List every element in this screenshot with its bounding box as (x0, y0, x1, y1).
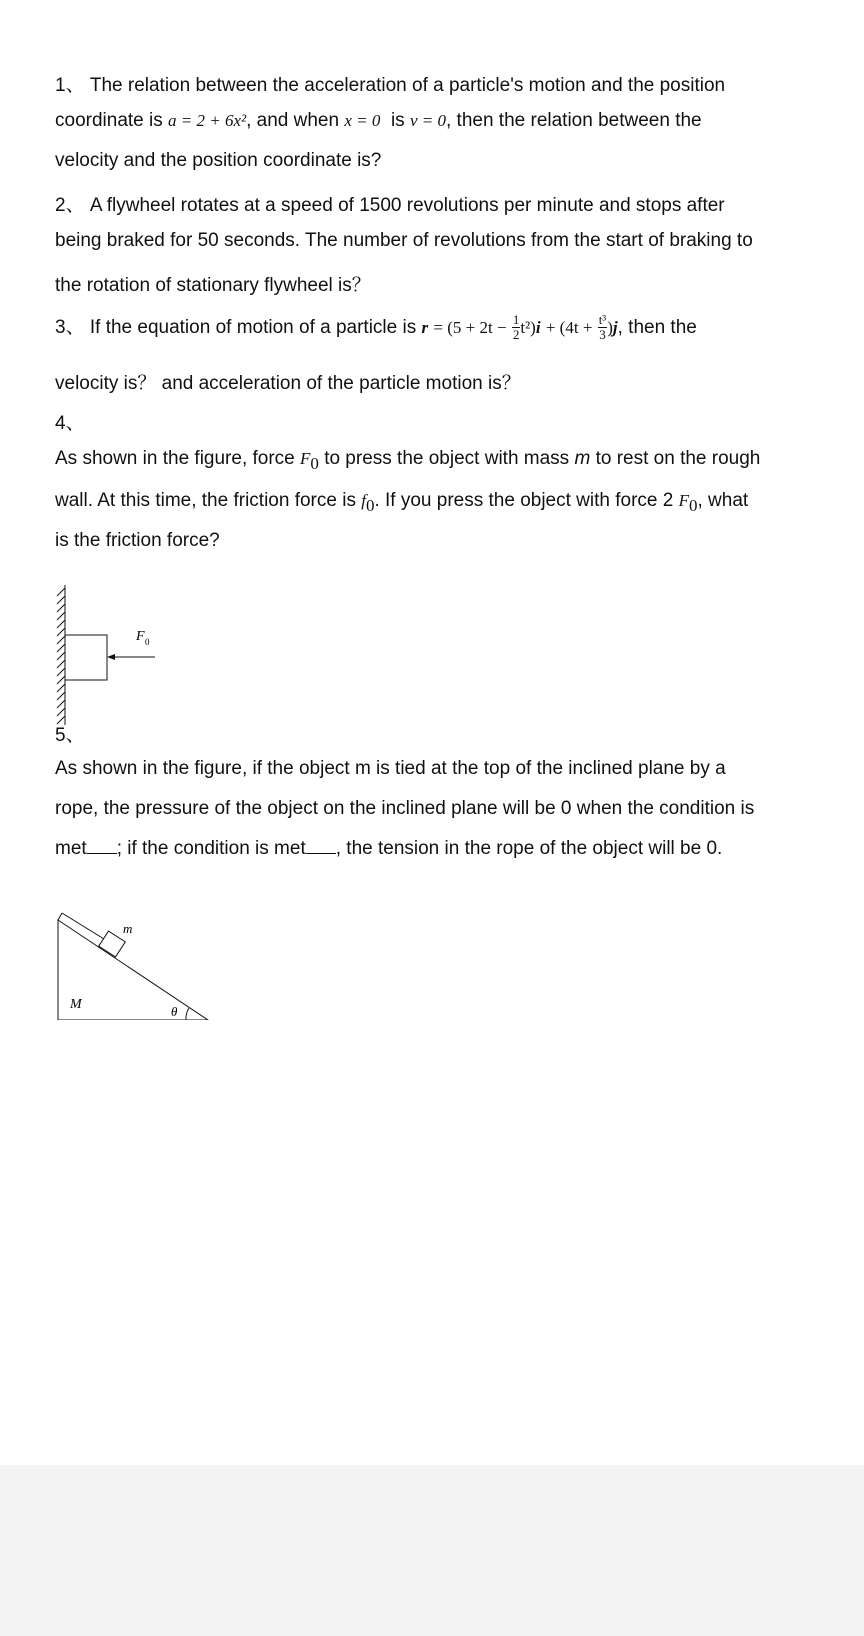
q2-line-3: the rotation of stationary flywheel is？ (55, 275, 371, 296)
force-label: F (136, 629, 145, 644)
rough-wall (57, 585, 65, 725)
q1-line-2: coordinate is a = 2 + 6x², and when x = 0 is v = 0, then the relation between the (55, 110, 702, 131)
force-label-sub: 0 (145, 637, 150, 647)
q5-line-1: As shown in the figure, if the object m is tied at the top of the inclined plane by a (55, 758, 726, 779)
block-m (99, 931, 126, 957)
q3-line-1: 3、 If the equation of motion of a particle is r = (5 + 2t − $\frac{1}{2}$ t²)i + (4t + $\frac{\text{t³}}{3}$ )j, then the (55, 312, 697, 343)
q3-line-2: velocity is？ and acceleration of the particle motion is？ (55, 373, 521, 394)
mass-m-label: m (123, 921, 133, 936)
q4-line-2: wall. At this time, the friction force is $f_0$. If you press the object with force 2 $F_0$, what (55, 490, 749, 515)
fraction-half: $\frac{1}{2}$ (512, 312, 520, 343)
blank-2[interactable] (306, 839, 336, 854)
incline-figure (50, 895, 220, 1020)
q2-line-1: 2、 A flywheel rotates at a speed of 1500 revolutions per minute and stops after (55, 195, 725, 216)
mass-M-label: M (70, 997, 82, 1012)
block (65, 635, 107, 680)
q4-line-3: is the friction force? (55, 530, 220, 551)
q1-line-1: 1、 The relation between the acceleration of a particle's motion and the position (55, 75, 726, 96)
q4-number: 4、 (55, 413, 85, 434)
rope-line (62, 913, 104, 939)
q5-line-3: met ; if the condition is met , the tension in the rope of the object will be 0. (55, 838, 723, 859)
q1-line-3: velocity and the position coordinate is? (55, 150, 382, 171)
blank-1[interactable] (87, 839, 117, 854)
wall-block-figure (50, 580, 180, 730)
q5-line-2: rope, the pressure of the object on the inclined plane will be 0 when the condition is (55, 798, 755, 819)
angle-arc (186, 1008, 189, 1020)
q4-line-1: As shown in the figure, force $F_0$ to press the object with mass m to rest on the rough (55, 448, 761, 473)
fraction-t-cubed-third: $\frac{\text{t³}}{3}$ (598, 312, 607, 343)
theta-label: θ (171, 1004, 178, 1019)
q2-line-2: being braked for 50 seconds. The number of revolutions from the start of braking to (55, 230, 753, 251)
viewer-footer (0, 1465, 864, 1636)
force-arrowhead (107, 654, 115, 660)
rope (58, 913, 62, 920)
q5-number: 5、 (55, 725, 85, 746)
